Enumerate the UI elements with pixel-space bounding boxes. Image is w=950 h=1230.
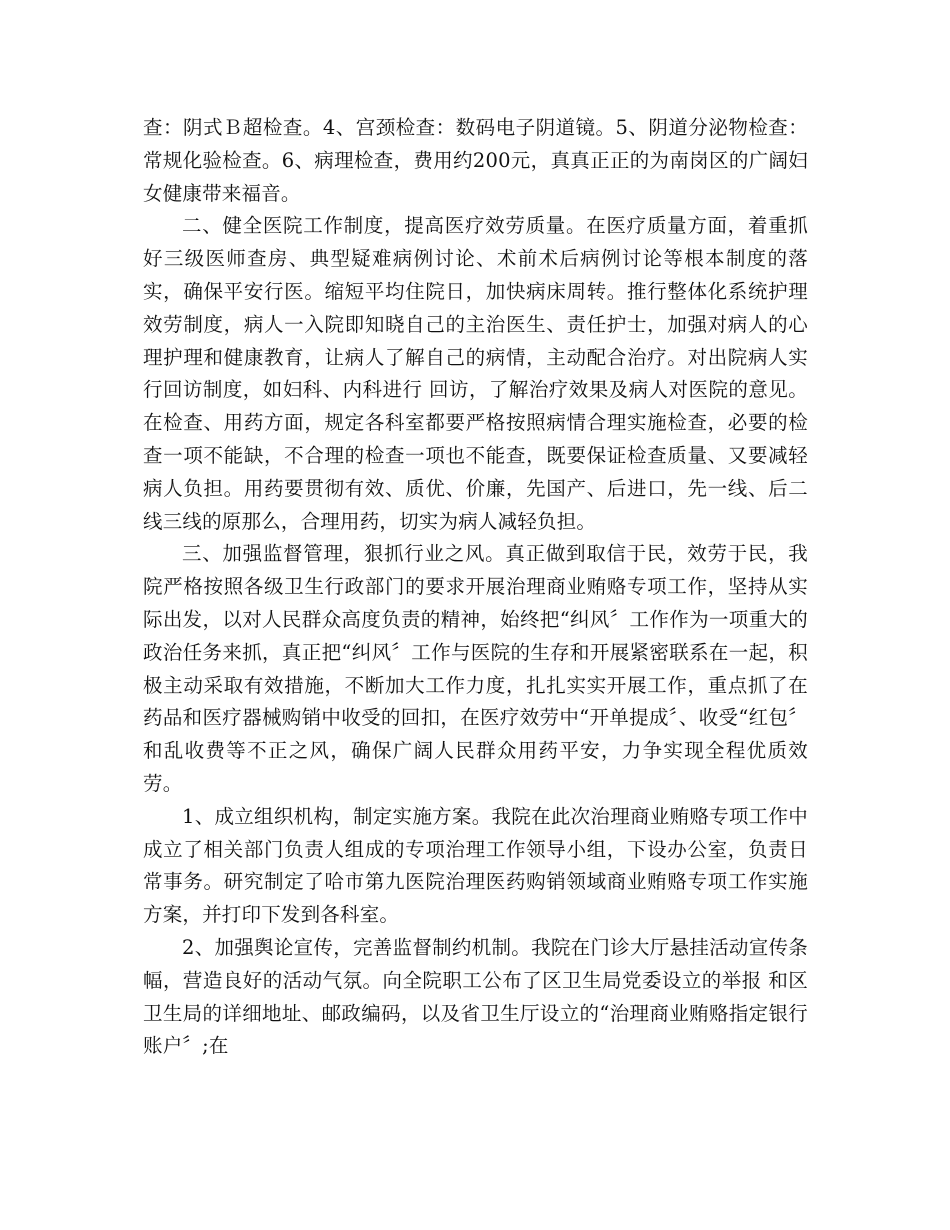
paragraph-supervision: 三、加强监督管理，狠抓行业之风。真正做到取信于民，效劳于民，我院严格按照各级卫生行政部门的要求开展治理商业贿赂专项工作，坚持从实际出发，以对人民群众高度负责的精神，始终把“纠风〞工作作为一项重大的政治任务来抓，真正把“纠风〞工作与医院的生存和开展紧密联系在一起，积极主动采取有效措施，不断加大工作力度，扎扎实实开展工作，重点抓了在药品和医疗器械购销中收受的回扣，在医疗效劳中“开单提成〞、收受“红包〞和乱收费等不正之风，确保广阔人民群众用药平安，力争实现全程优质效劳。 <box>143 542 808 795</box>
paragraph-organization: 1、成立组织机构，制定实施方案。我院在此次治理商业贿赂专项工作中成立了相关部门负责人组成的专项治理工作领导小组，下设办公室，负责日常事务。研究制定了哈市第九医院治理医药购销领域商业贿赂专项工作实施方案，并打印下发到各科室。 <box>143 804 808 927</box>
document-body <box>143 112 808 1063</box>
paragraph-publicity: 2、加强舆论宣传，完善监督制约机制。我院在门诊大厅悬挂活动宣传条幅，营造良好的活动气氛。向全院职工公布了区卫生局党委设立的举报 和区卫生局的详细地址、邮政编码，以及省卫生厅设立的“治理商业贿赂指定银行账户〞;在 <box>143 935 808 1058</box>
paragraph-service-quality: 二、健全医院工作制度，提高医疗效劳质量。在医疗质量方面，着重抓好三级医师查房、典型疑难病例讨论、术前术后病例讨论等根本制度的落实，确保平安行医。缩短平均住院日，加快病床周转。推行整体化系统护理效劳制度，病人一入院即知晓自己的主治医生、责任护士，加强对病人的心理护理和健康教育，让病人了解自己的病情，主动配合治疗。对出院病人实行回访制度，如妇科、内科进行 回访，了解治疗效果及病人对医院的意见。在检查、用药方面，规定各科室都要严格按照病情合理实施检查，必要的检查一项不能缺，不合理的检查一项也不能查，既要保证检查质量、又要减轻病人负担。用药要贯彻有效、质优、价廉，先国产、后进口，先一线、后二线三线的原那么，合理用药，切实为病人减轻负担。 <box>143 214 808 533</box>
paragraph-exam-items: 查：阴式Ｂ超检查。4、宫颈检查：数码电子阴道镜。5、阴道分泌物检查：常规化验检查。6、病理检查，费用约200元，真真正正的为南岗区的广阔妇女健康带来福音。 <box>143 116 808 205</box>
